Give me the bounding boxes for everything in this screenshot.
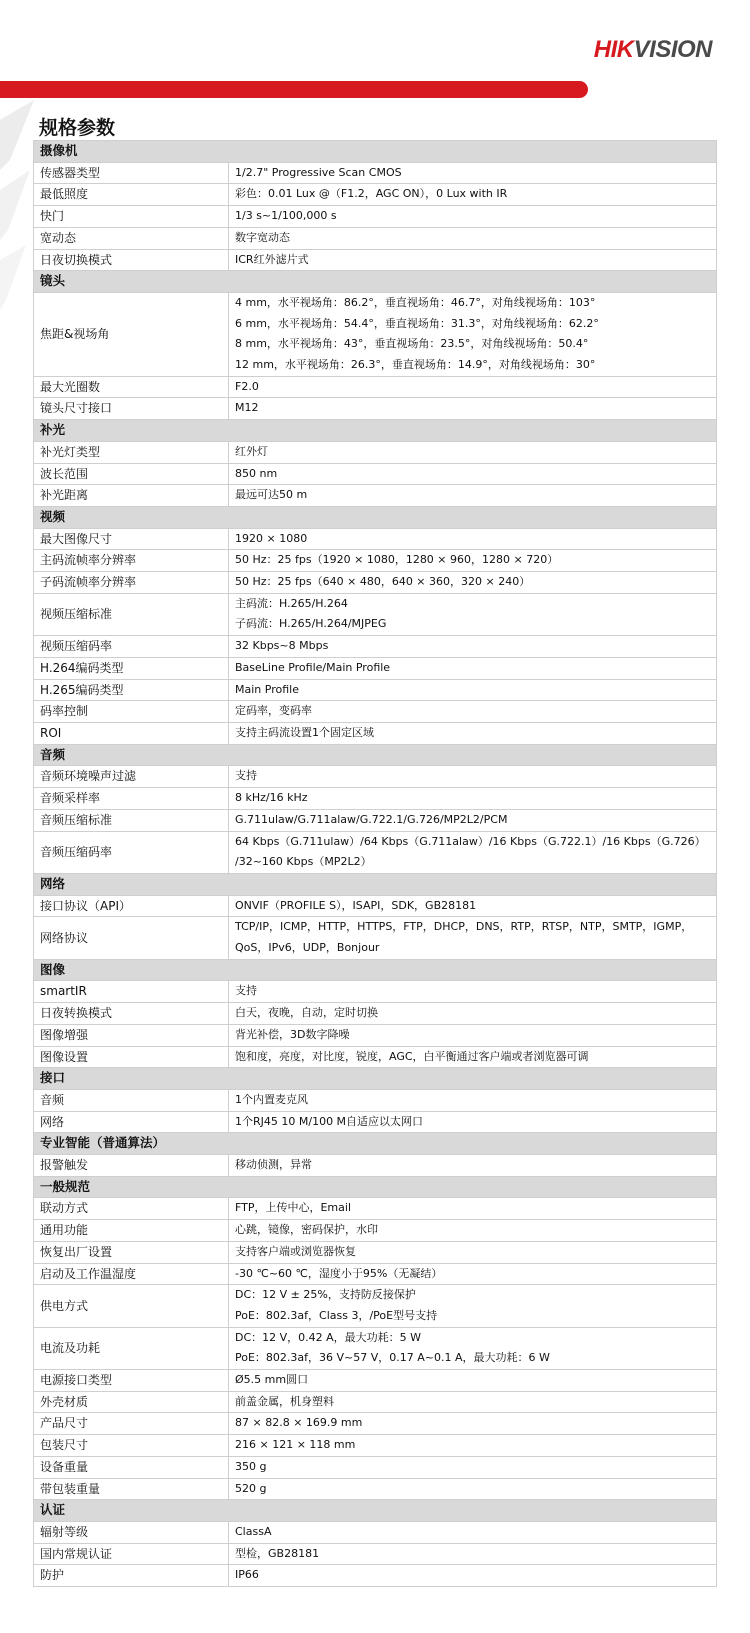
section-header (34, 271, 717, 293)
spec-value (229, 1046, 717, 1068)
spec-value-line: Ø5.5 mm圆口 (235, 1373, 309, 1387)
section-header (34, 420, 717, 442)
spec-row (34, 249, 717, 271)
spec-row (34, 1198, 717, 1220)
spec-value-line: 4 mm，水平视场角：86.2°，垂直视场角：46.7°，对角线视场角：103° (235, 295, 596, 309)
spec-row (34, 1024, 717, 1046)
spec-value-line: DC：12 V，0.42 A，最大功耗：5 W (235, 1330, 422, 1344)
spec-label: 镜头尺寸接口 (34, 398, 229, 420)
brand-logo (594, 36, 712, 64)
spec-value-line: 1920 × 1080 (235, 531, 308, 545)
spec-value-line: 红外灯 (235, 444, 268, 458)
spec-label: 音频环境噪声过滤 (34, 766, 229, 788)
page-title: 规格参数 (39, 117, 116, 139)
spec-value-line: IP66 (235, 1568, 259, 1582)
spec-row (34, 162, 717, 184)
spec-value-line: G.711ulaw/G.711alaw/G.722.1/G.726/MP2L2/PCM (235, 812, 508, 826)
spec-label: 最大光圈数 (34, 376, 229, 398)
spec-value-line: 背光补偿，3D数字降噪 (235, 1027, 350, 1041)
spec-label: 报警触发 (34, 1155, 229, 1177)
spec-value (229, 1220, 717, 1242)
section-header (34, 1500, 717, 1522)
spec-value-line: ICR红外滤片式 (235, 252, 309, 266)
section-title: 专业智能（普通算法） (34, 1133, 717, 1155)
spec-row (34, 227, 717, 249)
spec-row (34, 485, 717, 507)
spec-value-line: 1/2.7" Progressive Scan CMOS (235, 165, 402, 179)
spec-value (229, 636, 717, 658)
section-title: 视频 (34, 506, 717, 528)
spec-label: ROI (34, 722, 229, 744)
spec-value (229, 398, 717, 420)
spec-value-line: 支持主码流设置1个固定区域 (235, 725, 374, 739)
spec-row (34, 376, 717, 398)
spec-label: 焦距&视场角 (34, 292, 229, 376)
spec-value-line: PoE：802.3af，Class 3，/PoE型号支持 (235, 1308, 438, 1322)
spec-row (34, 788, 717, 810)
spec-value-line: -30 ℃~60 ℃，湿度小于95%（无凝结） (235, 1266, 443, 1280)
spec-label: 通用功能 (34, 1220, 229, 1242)
spec-label: 图像设置 (34, 1046, 229, 1068)
spec-value (229, 1456, 717, 1478)
spec-row (34, 398, 717, 420)
spec-value-line: 数字宽动态 (235, 230, 290, 244)
spec-value (229, 895, 717, 917)
spec-label: 电流及功耗 (34, 1327, 229, 1369)
spec-value-line: 心跳，镜像，密码保护，水印 (235, 1223, 378, 1237)
spec-value (229, 831, 717, 873)
spec-value (229, 766, 717, 788)
spec-row (34, 1478, 717, 1500)
spec-value-line: BaseLine Profile/Main Profile (235, 660, 391, 674)
spec-row (34, 657, 717, 679)
spec-label: 宽动态 (34, 227, 229, 249)
section-title: 镜头 (34, 271, 717, 293)
spec-label: 外壳材质 (34, 1391, 229, 1413)
spec-value-line: 移动侦测，异常 (235, 1158, 312, 1172)
spec-row (34, 1003, 717, 1025)
brand-logo-part2: VISION (633, 36, 712, 63)
spec-row (34, 766, 717, 788)
spec-row (34, 528, 717, 550)
spec-value-line: FTP，上传中心，Email (235, 1201, 352, 1215)
spec-row (34, 572, 717, 594)
spec-value (229, 917, 717, 959)
spec-row (34, 1263, 717, 1285)
spec-label: 最低照度 (34, 184, 229, 206)
section-header (34, 1068, 717, 1090)
spec-row (34, 441, 717, 463)
spec-value-line: 216 × 121 × 118 mm (235, 1438, 356, 1452)
spec-value (229, 1241, 717, 1263)
section-title: 网络 (34, 873, 717, 895)
spec-label: 码率控制 (34, 701, 229, 723)
section-title: 接口 (34, 1068, 717, 1090)
spec-label: 快门 (34, 206, 229, 228)
spec-value (229, 1155, 717, 1177)
spec-row (34, 1370, 717, 1392)
spec-label: 启动及工作温湿度 (34, 1263, 229, 1285)
spec-value (229, 1413, 717, 1435)
spec-row (34, 1285, 717, 1327)
spec-row (34, 593, 717, 635)
spec-row (34, 1413, 717, 1435)
spec-value-line: 520 g (235, 1481, 267, 1495)
spec-value-line: ClassA (235, 1525, 272, 1538)
spec-label: 图像增强 (34, 1024, 229, 1046)
spec-value-line: 支持 (235, 769, 257, 783)
spec-row (34, 917, 717, 959)
spec-label: 国内常规认证 (34, 1543, 229, 1565)
spec-row (34, 1565, 717, 1587)
spec-value (229, 1089, 717, 1111)
spec-row (34, 679, 717, 701)
spec-value-line: 64 Kbps（G.711ulaw）/64 Kbps（G.711alaw）/16 Kbps（G.722.1）/16 Kbps（G.726） (235, 834, 706, 848)
spec-value-line: 8 mm，水平视场角：43°，垂直视场角：23.5°，对角线视场角：50.4° (235, 337, 589, 351)
spec-row (34, 1522, 717, 1544)
spec-row (34, 1089, 717, 1111)
spec-value-line: 1/3 s~1/100,000 s (235, 209, 337, 223)
spec-label: 视频压缩码率 (34, 636, 229, 658)
spec-label: 波长范围 (34, 463, 229, 485)
spec-value (229, 1024, 717, 1046)
spec-value (229, 1543, 717, 1565)
spec-label: 辐射等级 (34, 1522, 229, 1544)
spec-row (34, 1435, 717, 1457)
spec-label: H.264编码类型 (34, 657, 229, 679)
spec-value (229, 701, 717, 723)
spec-value (229, 184, 717, 206)
spec-label: 音频采样率 (34, 788, 229, 810)
spec-value (229, 249, 717, 271)
section-title: 音频 (34, 744, 717, 766)
section-title: 认证 (34, 1500, 717, 1522)
section-title: 摄像机 (34, 141, 717, 163)
spec-value-line: 1个RJ45 10 M/100 M自适应以太网口 (235, 1114, 424, 1128)
spec-value-line: 12 mm，水平视场角：26.3°，垂直视场角：14.9°，对角线视场角：30° (235, 358, 596, 372)
spec-value-line: /32~160 Kbps（MP2L2） (235, 855, 372, 869)
spec-value-line: 饱和度，亮度，对比度，锐度，AGC，白平衡通过客户端或者浏览器可调 (235, 1049, 589, 1063)
spec-value (229, 162, 717, 184)
spec-label: 网络协议 (34, 917, 229, 959)
spec-label: 音频压缩标准 (34, 809, 229, 831)
spec-value (229, 679, 717, 701)
spec-label: 防护 (34, 1565, 229, 1587)
spec-row (34, 831, 717, 873)
spec-value-line: Main Profile (235, 682, 299, 696)
spec-value (229, 1198, 717, 1220)
spec-label: 日夜切换模式 (34, 249, 229, 271)
spec-value (229, 463, 717, 485)
spec-row (34, 981, 717, 1003)
spec-value (229, 376, 717, 398)
section-header (34, 141, 717, 163)
spec-label: 日夜转换模式 (34, 1003, 229, 1025)
spec-row (34, 1111, 717, 1133)
spec-value-line: 子码流：H.265/H.264/MJPEG (235, 617, 387, 631)
spec-label: 补光距离 (34, 485, 229, 507)
spec-label: 带包装重量 (34, 1478, 229, 1500)
spec-row (34, 895, 717, 917)
spec-table (33, 140, 717, 1587)
spec-row (34, 1046, 717, 1068)
section-header (34, 1133, 717, 1155)
spec-value (229, 1370, 717, 1392)
spec-value (229, 788, 717, 810)
spec-label: 视频压缩标准 (34, 593, 229, 635)
header-accent-bar (0, 81, 588, 98)
spec-row (34, 184, 717, 206)
spec-row (34, 1456, 717, 1478)
spec-value-line: 最远可达50 m (235, 488, 308, 502)
spec-value (229, 1285, 717, 1327)
spec-label: H.265编码类型 (34, 679, 229, 701)
section-header (34, 506, 717, 528)
spec-value (229, 1391, 717, 1413)
spec-value (229, 441, 717, 463)
spec-value (229, 292, 717, 376)
spec-row (34, 701, 717, 723)
spec-row (34, 463, 717, 485)
spec-value-line: 6 mm，水平视场角：54.4°，垂直视场角：31.3°，对角线视场角：62.2° (235, 316, 599, 330)
spec-value-line: 50 Hz：25 fps（1920 × 1080，1280 × 960，1280 × 720） (235, 553, 559, 567)
spec-value-line: 8 kHz/16 kHz (235, 791, 308, 805)
spec-value (229, 1327, 717, 1369)
section-title: 一般规范 (34, 1176, 717, 1198)
spec-value-line: 87 × 82.8 × 169.9 mm (235, 1416, 363, 1430)
spec-value (229, 981, 717, 1003)
section-title: 补光 (34, 420, 717, 442)
brand-logo-part1: HIK (593, 36, 634, 63)
spec-value-line: PoE：802.3af，36 V~57 V，0.17 A~0.1 A，最大功耗：6 W (235, 1351, 550, 1365)
spec-row (34, 550, 717, 572)
spec-value-line: M12 (235, 401, 259, 415)
spec-value-line: F2.0 (235, 379, 259, 393)
spec-label: 音频压缩码率 (34, 831, 229, 873)
spec-label: 接口协议（API） (34, 895, 229, 917)
spec-label: 网络 (34, 1111, 229, 1133)
spec-value (229, 1522, 717, 1544)
spec-value (229, 1111, 717, 1133)
spec-value-line: 1个内置麦克风 (235, 1092, 308, 1106)
spec-label: 子码流帧率分辨率 (34, 572, 229, 594)
spec-row (34, 1543, 717, 1565)
spec-row (34, 1241, 717, 1263)
spec-value-line: 850 nm (235, 466, 278, 480)
spec-value-line: 定码率，变码率 (235, 704, 312, 718)
spec-row (34, 722, 717, 744)
spec-label: 设备重量 (34, 1456, 229, 1478)
spec-label: 传感器类型 (34, 162, 229, 184)
spec-value (229, 485, 717, 507)
section-title: 图像 (34, 959, 717, 981)
section-header (34, 744, 717, 766)
spec-value (229, 1435, 717, 1457)
spec-label: smartIR (34, 981, 229, 1003)
spec-value (229, 1565, 717, 1587)
spec-label: 产品尺寸 (34, 1413, 229, 1435)
spec-row (34, 809, 717, 831)
section-header (34, 1176, 717, 1198)
spec-row (34, 1391, 717, 1413)
spec-value-line: 前盖金属，机身塑料 (235, 1394, 334, 1408)
spec-value-line: 支持 (235, 984, 257, 998)
spec-value (229, 722, 717, 744)
spec-label: 最大图像尺寸 (34, 528, 229, 550)
spec-value (229, 1003, 717, 1025)
spec-row (34, 1220, 717, 1242)
spec-label: 联动方式 (34, 1198, 229, 1220)
spec-value-line: 32 Kbps~8 Mbps (235, 639, 329, 653)
spec-value-line: QoS，IPv6，UDP，Bonjour (235, 941, 380, 955)
spec-label: 供电方式 (34, 1285, 229, 1327)
spec-value-line: 型检，GB28181 (235, 1546, 320, 1560)
spec-value-line: 350 g (235, 1459, 267, 1473)
spec-label: 恢复出厂设置 (34, 1241, 229, 1263)
spec-value-line: TCP/IP，ICMP，HTTP，HTTPS，FTP，DHCP，DNS，RTP，RTSP，NTP，SMTP，IGMP， (235, 920, 693, 934)
spec-value (229, 657, 717, 679)
spec-row (34, 1327, 717, 1369)
spec-label: 主码流帧率分辨率 (34, 550, 229, 572)
spec-value (229, 593, 717, 635)
spec-label: 电源接口类型 (34, 1370, 229, 1392)
spec-label: 补光灯类型 (34, 441, 229, 463)
spec-label: 音频 (34, 1089, 229, 1111)
spec-value (229, 1263, 717, 1285)
spec-value (229, 206, 717, 228)
spec-value-line: 白天，夜晚，自动，定时切换 (235, 1006, 378, 1020)
spec-value-line: 50 Hz：25 fps（640 × 480，640 × 360，320 × 240） (235, 575, 531, 589)
spec-value (229, 1478, 717, 1500)
spec-value (229, 809, 717, 831)
section-header (34, 959, 717, 981)
spec-value-line: 彩色：0.01 Lux @（F1.2，AGC ON），0 Lux with IR (235, 187, 508, 201)
spec-value-line: ONVIF（PROFILE S），ISAPI，SDK，GB28181 (235, 898, 477, 912)
spec-row (34, 292, 717, 376)
spec-value (229, 572, 717, 594)
spec-row (34, 206, 717, 228)
spec-value-line: DC：12 V ± 25%，支持防反接保护 (235, 1288, 416, 1302)
spec-value (229, 227, 717, 249)
spec-value-line: 主码流：H.265/H.264 (235, 596, 348, 610)
spec-label: 包装尺寸 (34, 1435, 229, 1457)
spec-value-line: 支持客户端或浏览器恢复 (235, 1244, 356, 1258)
spec-row (34, 1155, 717, 1177)
section-header (34, 873, 717, 895)
spec-value (229, 528, 717, 550)
spec-value (229, 550, 717, 572)
spec-row (34, 636, 717, 658)
